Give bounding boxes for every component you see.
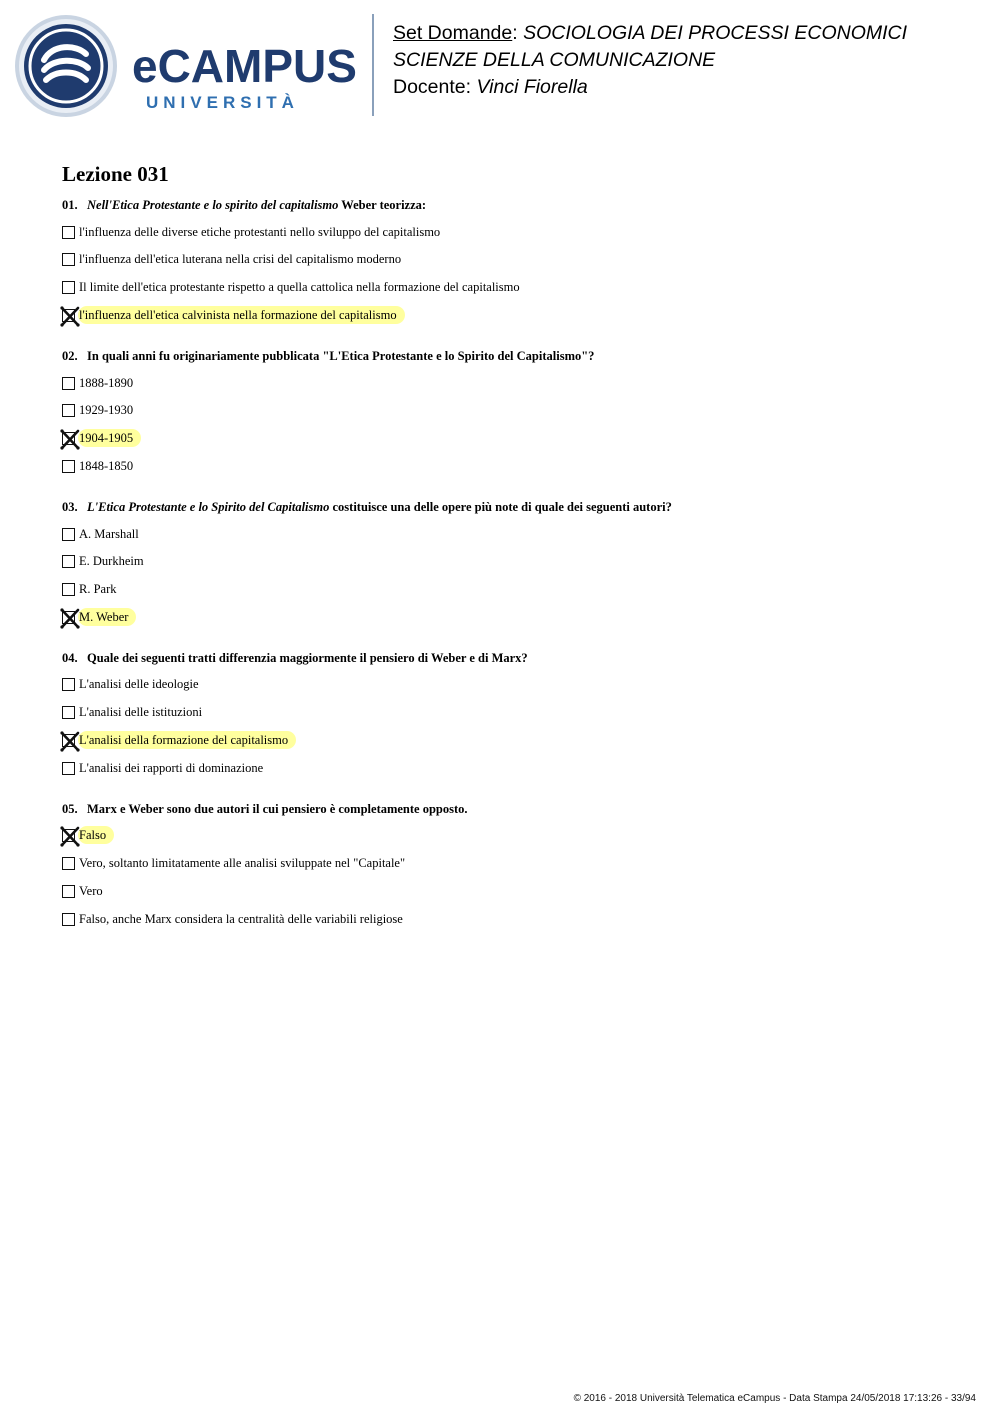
svg-text:UNIVERSITÀ: UNIVERSITÀ	[146, 93, 299, 112]
question-5	[62, 802, 468, 817]
answer-option[interactable]	[62, 854, 413, 872]
question-3	[62, 500, 672, 515]
answer-option[interactable]	[62, 552, 152, 570]
answer-option-text: l'influenza delle diverse etiche protestanti nello sviluppo del capitalismo	[79, 225, 441, 239]
question-4	[62, 651, 528, 666]
checkbox[interactable]	[62, 762, 75, 775]
answer-option[interactable]	[62, 250, 409, 268]
checked-checkbox[interactable]	[62, 309, 75, 322]
answer-option[interactable]	[62, 306, 405, 324]
course-title-1: SOCIOLOGIA DEI PROCESSI ECONOMICI	[523, 22, 908, 44]
answer-option[interactable]	[62, 910, 411, 928]
answer-option-text: Il limite dell'etica protestante rispetto a quella cattolica nella formazione del capitalismo	[79, 280, 520, 294]
question-2	[62, 349, 594, 364]
lesson-title: Lezione 031	[62, 162, 169, 186]
checkbox[interactable]	[62, 460, 75, 473]
cross-mark-icon	[60, 429, 80, 450]
answer-option[interactable]	[62, 826, 114, 844]
cross-mark-icon	[60, 826, 80, 847]
checkbox[interactable]	[62, 377, 75, 390]
answer-option-text: 1848-1850	[79, 459, 134, 473]
answer-option-text: R. Park	[79, 582, 117, 596]
page-footer: © 2016 - 2018 Università Telematica eCampus - Data Stampa 24/05/2018 17:13:26 - 33/94	[573, 1393, 976, 1404]
teacher-label: Docente:	[393, 76, 472, 98]
answer-option[interactable]	[62, 223, 448, 241]
answer-option-text: l'influenza dell'etica luterana nella crisi del capitalismo moderno	[79, 252, 402, 266]
checkbox[interactable]	[62, 678, 75, 691]
question-title-italic: L'Etica Protestante e lo Spirito del Capitalismo	[87, 500, 330, 514]
answer-option[interactable]	[62, 882, 111, 900]
page-header	[0, 0, 1000, 130]
header-line-3	[393, 74, 907, 101]
checked-checkbox[interactable]	[62, 432, 75, 445]
course-title-2: SCIENZE DELLA COMUNICAZIONE	[393, 49, 716, 71]
checkbox[interactable]	[62, 706, 75, 719]
set-label: Set Domande	[393, 22, 513, 44]
answer-option-text: L'analisi delle istituzioni	[79, 705, 203, 719]
answer-option[interactable]	[62, 675, 207, 693]
checkbox[interactable]	[62, 583, 75, 596]
answer-option[interactable]	[62, 278, 528, 296]
answer-option-text: 1929-1930	[79, 403, 134, 417]
cross-mark-icon	[60, 306, 80, 327]
checkbox[interactable]	[62, 528, 75, 541]
checkbox[interactable]	[62, 226, 75, 239]
cross-mark-icon	[60, 731, 80, 752]
cross-mark-icon	[60, 608, 80, 629]
answer-option-text: L'analisi delle ideologie	[79, 677, 199, 691]
checked-checkbox[interactable]	[62, 611, 75, 624]
answer-option[interactable]	[62, 608, 136, 626]
checked-checkbox[interactable]	[62, 734, 75, 747]
question-1	[62, 198, 426, 213]
question-text: Weber teorizza:	[338, 198, 427, 212]
question-title-italic: Nell'Etica Protestante e lo spirito del capitalismo	[87, 198, 339, 212]
answer-option-text: l'influenza dell'etica calvinista nella formazione del capitalismo	[78, 306, 405, 324]
answer-option-text: A. Marshall	[79, 527, 139, 541]
answer-option-text: Falso	[78, 826, 114, 844]
question-number: 03.	[62, 500, 78, 514]
answer-option[interactable]	[62, 401, 141, 419]
answer-option[interactable]	[62, 374, 141, 392]
answer-option[interactable]	[62, 525, 147, 543]
answer-option[interactable]	[62, 731, 296, 749]
checkbox[interactable]	[62, 857, 75, 870]
answer-option[interactable]	[62, 580, 125, 598]
answer-option-text: L'analisi dei rapporti di dominazione	[79, 761, 264, 775]
answer-option-text: Vero	[79, 884, 103, 898]
svg-text:eCAMPUS: eCAMPUS	[132, 40, 357, 92]
answer-option-text: M. Weber	[78, 608, 136, 626]
header-course-info	[393, 20, 907, 101]
header-line-2	[393, 47, 907, 74]
checkbox[interactable]	[62, 555, 75, 568]
checkbox[interactable]	[62, 885, 75, 898]
ecampus-wordmark-logo	[130, 38, 358, 114]
answer-option-text: 1904-1905	[78, 429, 141, 447]
question-number: 02.	[62, 349, 78, 363]
answer-option[interactable]	[62, 457, 141, 475]
answer-option-text: E. Durkheim	[79, 554, 144, 568]
answer-option-text: L'analisi della formazione del capitalismo	[78, 731, 296, 749]
question-text: costituisce una delle opere più note di quale dei seguenti autori?	[329, 500, 672, 514]
answer-option[interactable]	[62, 429, 141, 447]
header-divider	[372, 14, 374, 116]
checkbox[interactable]	[62, 404, 75, 417]
question-text: In quali anni fu originariamente pubblicata "L'Etica Protestante e lo Spirito del Capitalismo"?	[87, 349, 595, 363]
checkbox[interactable]	[62, 281, 75, 294]
header-line-1: Set Domande: SOCIOLOGIA DEI PROCESSI ECONOMICI	[393, 22, 908, 44]
answer-option-text: 1888-1890	[79, 376, 134, 390]
answer-option-text: Vero, soltanto limitatamente alle analisi sviluppate nel "Capitale"	[79, 856, 406, 870]
checkbox[interactable]	[62, 253, 75, 266]
question-number: 04.	[62, 651, 78, 665]
question-number: 05.	[62, 802, 78, 816]
ecampus-emblem-logo	[14, 14, 118, 118]
answer-option-text: Falso, anche Marx considera la centralità delle variabili religiose	[79, 912, 403, 926]
answer-option[interactable]	[62, 759, 271, 777]
question-text: Marx e Weber sono due autori il cui pensiero è completamente opposto.	[87, 802, 468, 816]
checked-checkbox[interactable]	[62, 829, 75, 842]
checkbox[interactable]	[62, 913, 75, 926]
answer-option[interactable]	[62, 703, 210, 721]
teacher-name: Vinci Fiorella	[476, 76, 588, 98]
question-text: Quale dei seguenti tratti differenzia maggiormente il pensiero di Weber e di Marx?	[87, 651, 528, 665]
question-number: 01.	[62, 198, 78, 212]
